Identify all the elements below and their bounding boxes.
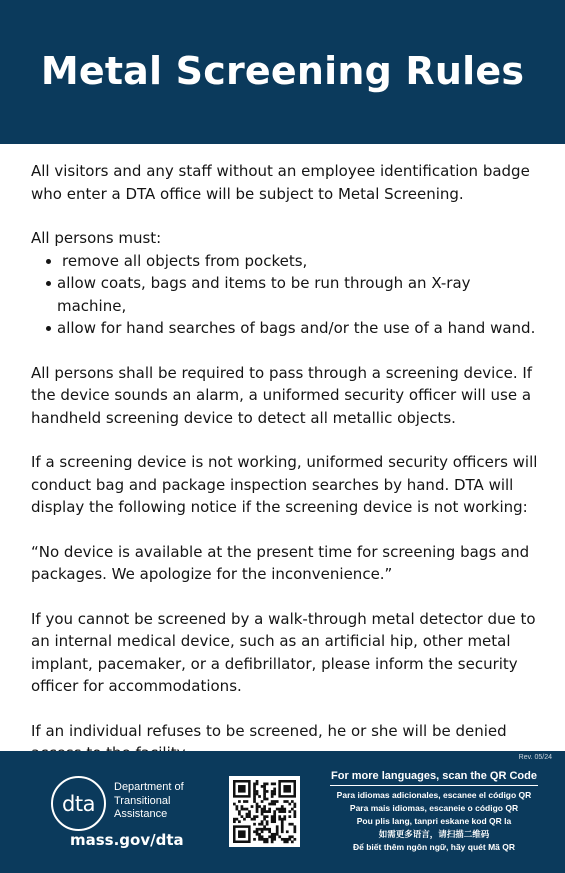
- qr-code-graphic: [229, 776, 300, 847]
- device-paragraph: All persons shall be required to pass through a screening device. If the device sounds an alarm, a uniformed security officer will use a handheld screening device to detect all metallic objects.: [31, 363, 533, 427]
- medical-paragraph: If you cannot be screened by a walk-through metal detector due to an internal medical device, such as an artificial hip, other metal implant, pacemaker, or a defibrillator, please inform the security officer for accommodations.: [31, 609, 536, 695]
- must-lead: All persons must:: [31, 229, 162, 247]
- department-name: Department of Transitional Assistance: [114, 781, 184, 820]
- notice-quote: “No device is available at the present time for screening bags and packages. We apologize for the inconvenience.”: [31, 542, 530, 583]
- revision-label: Rev. 05/24: [518, 754, 552, 761]
- not-working-paragraph: If a screening device is not working, uniformed security officers will conduct bag and package inspection searches by hand. DTA will display the following notice if the screening device is not working:: [31, 453, 538, 516]
- refuse-paragraph: If an individual refuses to be screened, he or she will be denied: [31, 721, 507, 740]
- rules-body: [31, 160, 541, 787]
- intro-paragraph: All visitors and any staff without an employee identification badge who enter a DTA office will be subject to Metal Screening.: [31, 162, 530, 203]
- list-item: allow for hand searches of bags and/or the use of a hand wand.: [31, 317, 541, 340]
- language-line: Para idiomas adicionales, escanee el código QR: [336, 790, 532, 800]
- languages-heading: For more languages, scan the QR Code: [330, 770, 538, 786]
- page-footer: [0, 751, 565, 873]
- logo-text: dta: [62, 791, 95, 816]
- qr-code-icon[interactable]: [229, 776, 300, 847]
- page-header: [0, 0, 565, 144]
- language-line: Pou plis lang, tanpri eskane kod QR la: [356, 816, 512, 826]
- language-line: Para mais idiomas, escaneie o código QR: [349, 803, 519, 813]
- list-item: remove all objects from pockets,: [31, 250, 541, 273]
- list-item: allow coats, bags and items to be run through an X-ray machine,: [31, 272, 541, 317]
- page-title: Metal Screening Rules: [40, 49, 525, 93]
- language-line: Để biết thêm ngôn ngữ, hãy quét Mã QR: [353, 842, 515, 852]
- dta-logo-icon: [51, 776, 106, 831]
- languages-panel: [330, 770, 538, 854]
- language-line: 如需更多语言，请扫描二维码: [378, 829, 490, 839]
- website-link[interactable]: mass.gov/dta: [70, 831, 184, 849]
- must-list: [31, 250, 541, 340]
